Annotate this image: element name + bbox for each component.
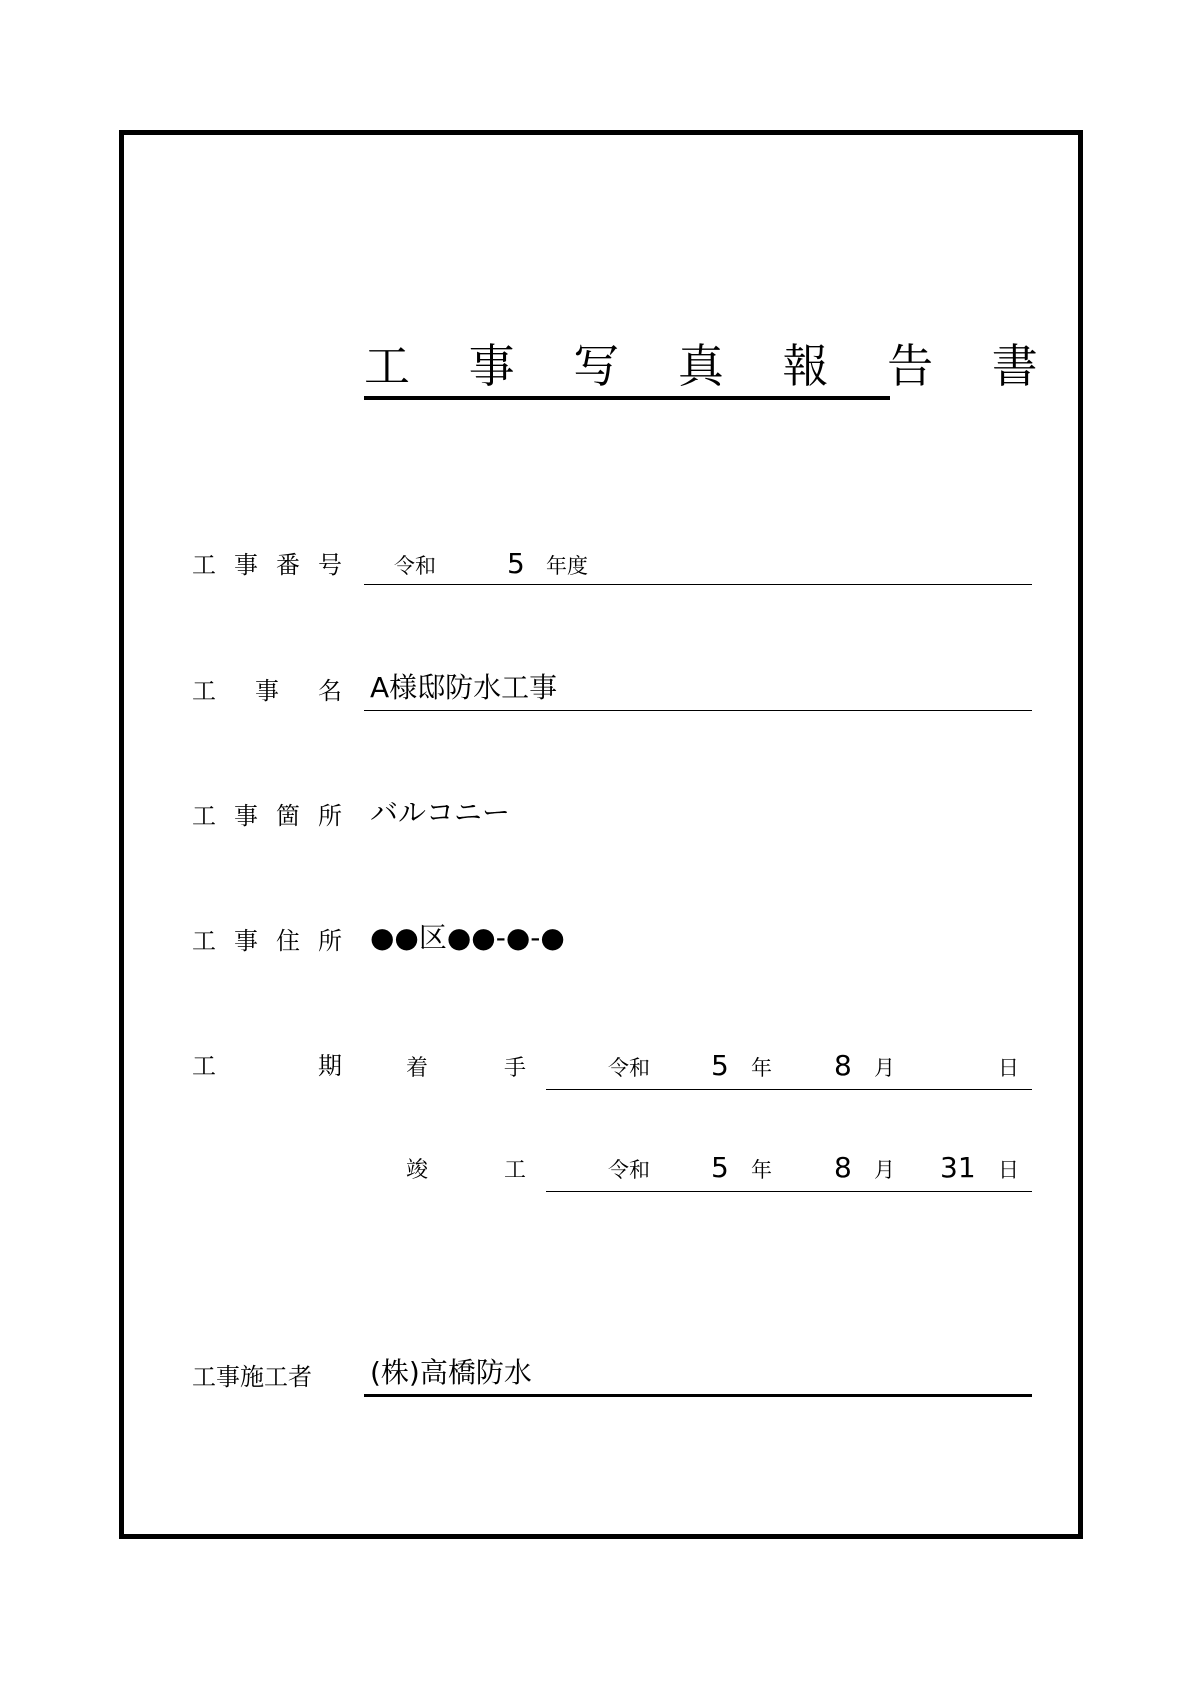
label-char: 事	[234, 551, 258, 579]
end-year-unit: 年	[751, 1158, 772, 1182]
label-char: 工	[192, 551, 216, 579]
construction-name-value: A様邸防水工事	[370, 671, 558, 704]
construction-address-label	[192, 929, 342, 953]
construction-location-label	[192, 804, 342, 828]
label-char: 事	[255, 677, 279, 705]
label-char: 竣	[406, 1158, 429, 1183]
construction-period-label	[192, 1054, 342, 1078]
start-era: 令和	[608, 1056, 650, 1080]
label-char: 事	[234, 927, 258, 955]
start-day-unit: 日	[998, 1056, 1019, 1080]
construction-number-suffix: 年度	[546, 554, 588, 578]
construction-name-label	[192, 679, 342, 703]
end-year: 5	[711, 1151, 729, 1184]
label-char: 手	[503, 1056, 526, 1081]
contractor-label: 工事施工者	[192, 1363, 312, 1391]
end-day-unit: 日	[998, 1158, 1019, 1182]
end-day: 31	[940, 1151, 976, 1184]
construction-address-value: ●●区●●-●-●	[370, 921, 565, 954]
label-char: 名	[318, 677, 342, 705]
title-underline	[364, 396, 890, 400]
end-date-label	[406, 1160, 526, 1182]
start-date-rule	[546, 1089, 1032, 1090]
construction-number-era: 令和	[394, 554, 436, 578]
label-char: 所	[318, 927, 342, 955]
start-month: 8	[834, 1049, 852, 1082]
label-char: 住	[276, 927, 300, 955]
end-era: 令和	[608, 1158, 650, 1182]
start-month-unit: 月	[874, 1056, 895, 1080]
construction-number-year: 5	[507, 547, 525, 580]
end-month-unit: 月	[874, 1158, 895, 1182]
contractor-rule	[364, 1394, 1032, 1397]
contractor-value: (株)高橋防水	[370, 1356, 532, 1389]
label-char: 工	[192, 927, 216, 955]
label-char: 工	[192, 802, 216, 830]
end-month: 8	[834, 1151, 852, 1184]
construction-number-label	[192, 553, 342, 577]
construction-location-value: バルコニー	[370, 796, 511, 829]
label-char: 工	[192, 677, 216, 705]
label-char: 箇	[276, 802, 300, 830]
label-char: 番	[276, 551, 300, 579]
label-char: 事	[234, 802, 258, 830]
label-char: 着	[406, 1056, 429, 1081]
label-char: 工	[192, 1052, 216, 1080]
label-char: 期	[318, 1052, 342, 1080]
start-year-unit: 年	[751, 1056, 772, 1080]
end-date-rule	[546, 1191, 1032, 1192]
construction-name-rule	[364, 710, 1032, 711]
label-char: 号	[318, 551, 342, 579]
label-char: 工	[503, 1158, 526, 1183]
start-year: 5	[711, 1049, 729, 1082]
construction-number-rule	[364, 584, 1032, 585]
label-char: 所	[318, 802, 342, 830]
document-title: 工 事 写 真 報 告 書	[364, 339, 1060, 393]
start-date-label	[406, 1058, 526, 1080]
